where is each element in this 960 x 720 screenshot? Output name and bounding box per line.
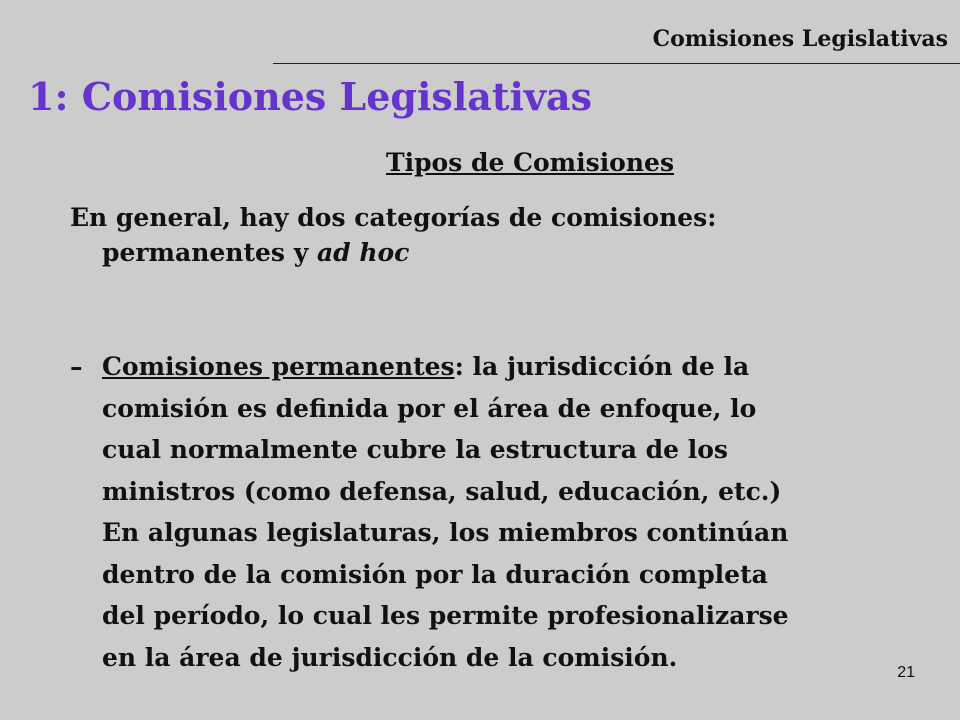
bullet-line-5: En algunas legislaturas, los miembros continúan: [102, 518, 789, 547]
bullet-line-2: comisión es definida por el área de enfoque, lo: [102, 393, 757, 423]
bullet-term: Comisiones permanentes: [102, 352, 455, 381]
bullet-body: [70, 346, 940, 678]
header-title: Comisiones Legislativas: [652, 26, 948, 52]
bullet-line-3: cual normalmente cubre la estructura de los: [102, 435, 728, 464]
bullet-line-1: : la jurisdicción de la: [454, 352, 750, 381]
intro-paragraph: [70, 200, 940, 270]
intro-line-1: En general, hay dos categorías de comisiones:: [70, 203, 717, 232]
intro-line-2: [70, 235, 940, 270]
bullet-permanent-committees: [70, 346, 940, 678]
intro-line-2-prefix: permanentes y: [102, 238, 317, 267]
bullet-line-8: en la área de jurisdicción de la comisión.: [102, 642, 678, 672]
bullet-line-7: del período, lo cual les permite profesionalizarse: [102, 601, 789, 630]
bullet-line-4: ministros (como defensa, salud, educación, etc.): [102, 476, 782, 506]
slide-subtitle: Tipos de Comisiones: [385, 148, 675, 177]
header-divider: [273, 63, 960, 64]
bullet-dash: –: [70, 352, 83, 381]
slide-title: 1: Comisiones Legislativas: [28, 74, 592, 119]
page-number: 21: [897, 664, 915, 681]
intro-line-2-italic: ad hoc: [316, 238, 410, 267]
bullet-line-6: dentro de la comisión por la duración completa: [102, 559, 768, 589]
